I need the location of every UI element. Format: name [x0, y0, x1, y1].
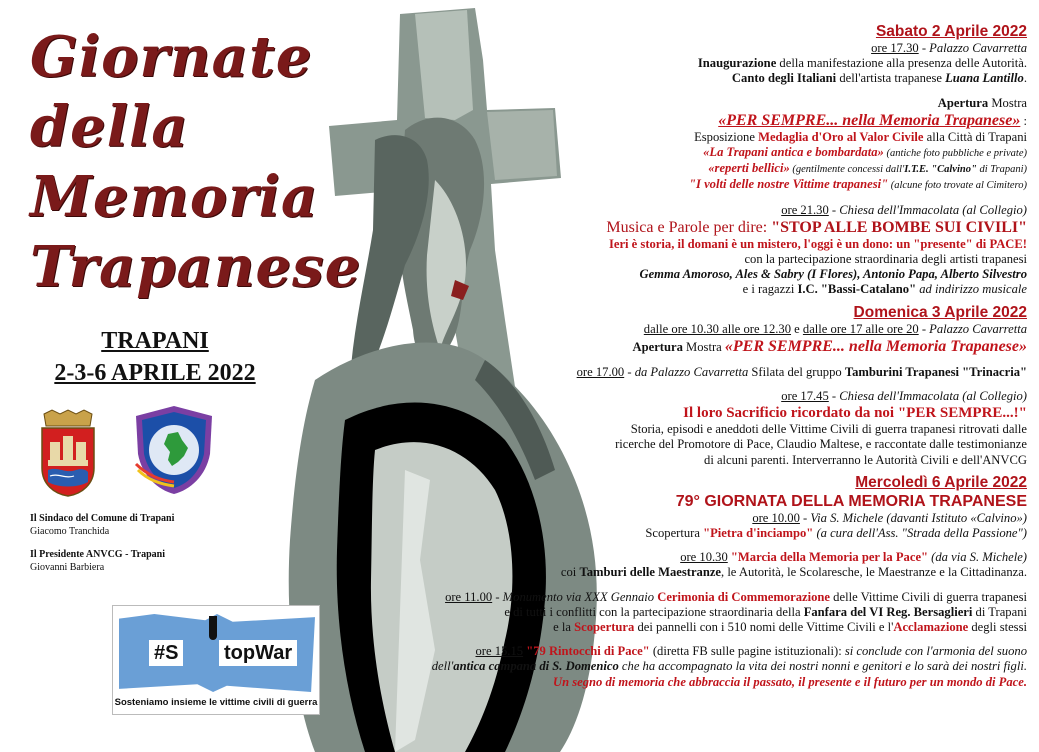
text: della manifestazione alla presenza delle Autorità.: [776, 56, 1027, 71]
sacrifice-title: Il loro Sacrificio ricordato da noi "PER SEMPRE...!": [683, 405, 1027, 422]
time: ore 17.30: [871, 41, 919, 55]
time: ore 21.30: [781, 202, 829, 217]
place: - Monumento via XXX Gennaio: [492, 589, 658, 604]
text: delle Vittime Civili di guerra trapanesi: [830, 589, 1027, 604]
text-red: "79 Rintocchi di Pace": [523, 644, 650, 659]
text-red: "Marcia della Memoria per la Pace": [727, 550, 929, 565]
text-bold: Fanfara del VI Reg. Bersaglieri: [803, 604, 973, 619]
signature-name: Giovanni Barbiera: [30, 562, 105, 573]
title-line-1: Giornate: [30, 24, 313, 90]
note: (antiche foto pubbliche e private): [883, 148, 1027, 160]
signature-role: Il Sindaco del Comune di Trapani: [30, 513, 175, 524]
place: - Chiesa dell'Immacolata (al Collegio): [828, 389, 1027, 404]
time: dalle ore 17 alle ore 20: [802, 321, 919, 336]
signature-role: Il Presidente ANVCG - Trapani: [30, 549, 166, 560]
text: coi: [560, 565, 580, 580]
artists: Gemma Amoroso, Ales & Sabry (I Flores), Antonio Papa, Alberto Silvestro: [639, 267, 1027, 282]
text: .: [1023, 71, 1027, 86]
event-program: [327, 22, 1027, 690]
text-red: Acclamazione: [893, 620, 969, 635]
text: ad indirizzo musicale: [916, 282, 1027, 297]
title-line-4: Trapanese: [30, 234, 362, 300]
text: dell': [431, 659, 454, 674]
text: Mostra: [988, 95, 1027, 110]
text-bold: Apertura: [937, 95, 989, 110]
time: ore 11.00: [445, 589, 493, 604]
event-dates: 2-3-6 APRILE 2022: [54, 360, 256, 386]
text-bold: Inaugurazione: [697, 56, 777, 71]
place: - Via S. Michele (davanti Istituto «Calvino»): [799, 510, 1027, 525]
text-red: Medaglia d'Oro al Valor Civile: [758, 129, 924, 144]
text-red: "I volti delle nostre Vittime trapanesi": [689, 177, 889, 192]
note: (alcune foto trovate al Cimitero): [888, 180, 1027, 192]
note-bold: I.T.E. "Calvino": [904, 164, 977, 176]
text: alla Città di Trapani: [923, 129, 1027, 144]
place: - Palazzo Cavarretta: [918, 321, 1027, 336]
note: (a cura dell'Ass. "Strada della Passione"): [813, 526, 1027, 541]
text-red: Cerimonia di Commemorazione: [657, 589, 831, 604]
text: :: [1020, 113, 1027, 128]
time: dalle ore 10.30 alle ore 12.30: [643, 321, 792, 336]
stopwar-banner: [112, 605, 320, 715]
stopwar-drop-icon: [209, 616, 217, 640]
text-bold: antica campana di S. Domenico: [453, 659, 619, 674]
text: di Trapani: [972, 604, 1027, 619]
signature-president: [30, 548, 165, 574]
stopwar-tag-part2: topWar: [219, 640, 297, 666]
city-name: TRAPANI: [101, 328, 209, 354]
time: ore 10.30: [680, 550, 728, 565]
title-line-3: Memoria: [30, 164, 319, 230]
text: e: [791, 321, 803, 336]
text: Esposizione: [694, 129, 759, 144]
time: ore 17.00: [576, 364, 625, 379]
text: Scopertura: [645, 526, 704, 541]
text-bold: Tamburini Trapanesi "Trinacria": [844, 364, 1027, 379]
text: dell'artista trapanese: [836, 71, 946, 86]
text: con la partecipazione straordinaria degli artisti trapanesi: [744, 252, 1027, 267]
text-red: Scopertura: [574, 620, 635, 635]
text-bold: I.C. "Bassi-Catalano": [797, 282, 917, 297]
note: (da via S. Michele): [928, 550, 1027, 565]
note: (gentilmente concessi dall': [789, 164, 905, 176]
text: ricerche del Promotore di Pace, Claudio Maltese, e raccontate dalle testimonianze: [615, 437, 1027, 452]
trapani-coat-of-arms-icon: [36, 408, 100, 498]
anvcg-shield-icon: [132, 404, 216, 496]
time: ore 10.00: [752, 510, 800, 525]
text: che ha accompagnato la vita dei nostri nonni e genitori e lo sarà dei nostri figli.: [618, 659, 1027, 674]
text-bold: Tamburi delle Maestranze: [579, 565, 722, 580]
text-bold: Canto degli Italiani: [731, 71, 837, 86]
stopwar-caption: Sosteniamo insieme le vittime civili di guerra: [114, 697, 318, 708]
place: - Palazzo Cavarretta: [918, 41, 1027, 55]
text-red: «La Trapani antica e bombardata»: [703, 145, 884, 160]
text: Mostra: [682, 339, 725, 354]
text-bold: "STOP ALLE BOMBE SUI CIVILI": [771, 218, 1027, 236]
city-dates: [40, 325, 270, 389]
text-red: "Pietra d'inciampo": [703, 526, 814, 541]
text-bold-italic: Luana Lantillo: [945, 71, 1024, 86]
time: ore 15.15: [475, 644, 524, 659]
note: di Trapani): [976, 164, 1027, 176]
text: degli stessi: [968, 620, 1027, 635]
date-wednesday: Mercoledì 6 Aprile 2022: [855, 473, 1027, 491]
text: Storia, episodi e aneddoti delle Vittime Civili di guerra trapanesi ritrovati dalle: [630, 422, 1027, 437]
text: Sfilata del gruppo: [748, 364, 845, 379]
text: e la: [553, 620, 575, 635]
text: , le Autorità, le Scolaresche, le Maestranze e la Cittadinanza.: [721, 565, 1027, 580]
date-sunday: Domenica 3 Aprile 2022: [853, 303, 1027, 321]
text-bold: Apertura: [632, 339, 683, 354]
text: e di tutti i conflitti con la partecipazione straordinaria della: [504, 604, 804, 619]
giornata-title: 79° GIORNATA DELLA MEMORIA TRAPANESE: [675, 492, 1027, 510]
exhibition-title: «PER SEMPRE... nella Memoria Trapanese»: [724, 337, 1027, 355]
signature-mayor: [30, 512, 174, 538]
poster-title: [30, 22, 362, 302]
place: - Chiesa dell'Immacolata (al Collegio): [828, 202, 1027, 217]
text: di alcuni parenti. Interverranno le Autorità Civili e dell'ANVCG: [704, 452, 1027, 467]
text: e i ragazzi: [742, 282, 798, 297]
text: Musica e Parole per dire:: [606, 218, 772, 236]
motto: Ieri è storia, il domani è un mistero, l'oggi è un dono: un "presente" di PACE!: [608, 236, 1027, 251]
text: (diretta FB sulle pagine istituzionali):: [649, 644, 845, 659]
place: - da Palazzo Cavarretta: [624, 364, 749, 379]
signature-name: Giacomo Tranchida: [30, 526, 110, 537]
text-red: «reperti bellici»: [708, 161, 790, 176]
stopwar-tag-part1: #S: [149, 640, 183, 666]
text-italic: si conclude con l'armonia del suono: [844, 644, 1027, 659]
date-saturday: Sabato 2 Aprile 2022: [875, 23, 1027, 40]
exhibition-title: «PER SEMPRE... nella Memoria Trapanese»: [718, 111, 1021, 129]
final-message: Un segno di memoria che abbraccia il passato, il presente e il futuro per un mondo di Pace.: [552, 674, 1027, 689]
title-line-2: della: [30, 94, 189, 160]
time: ore 17.45: [781, 389, 829, 404]
text: dei pannelli con i 510 nomi delle Vittime Civili e l': [634, 620, 894, 635]
